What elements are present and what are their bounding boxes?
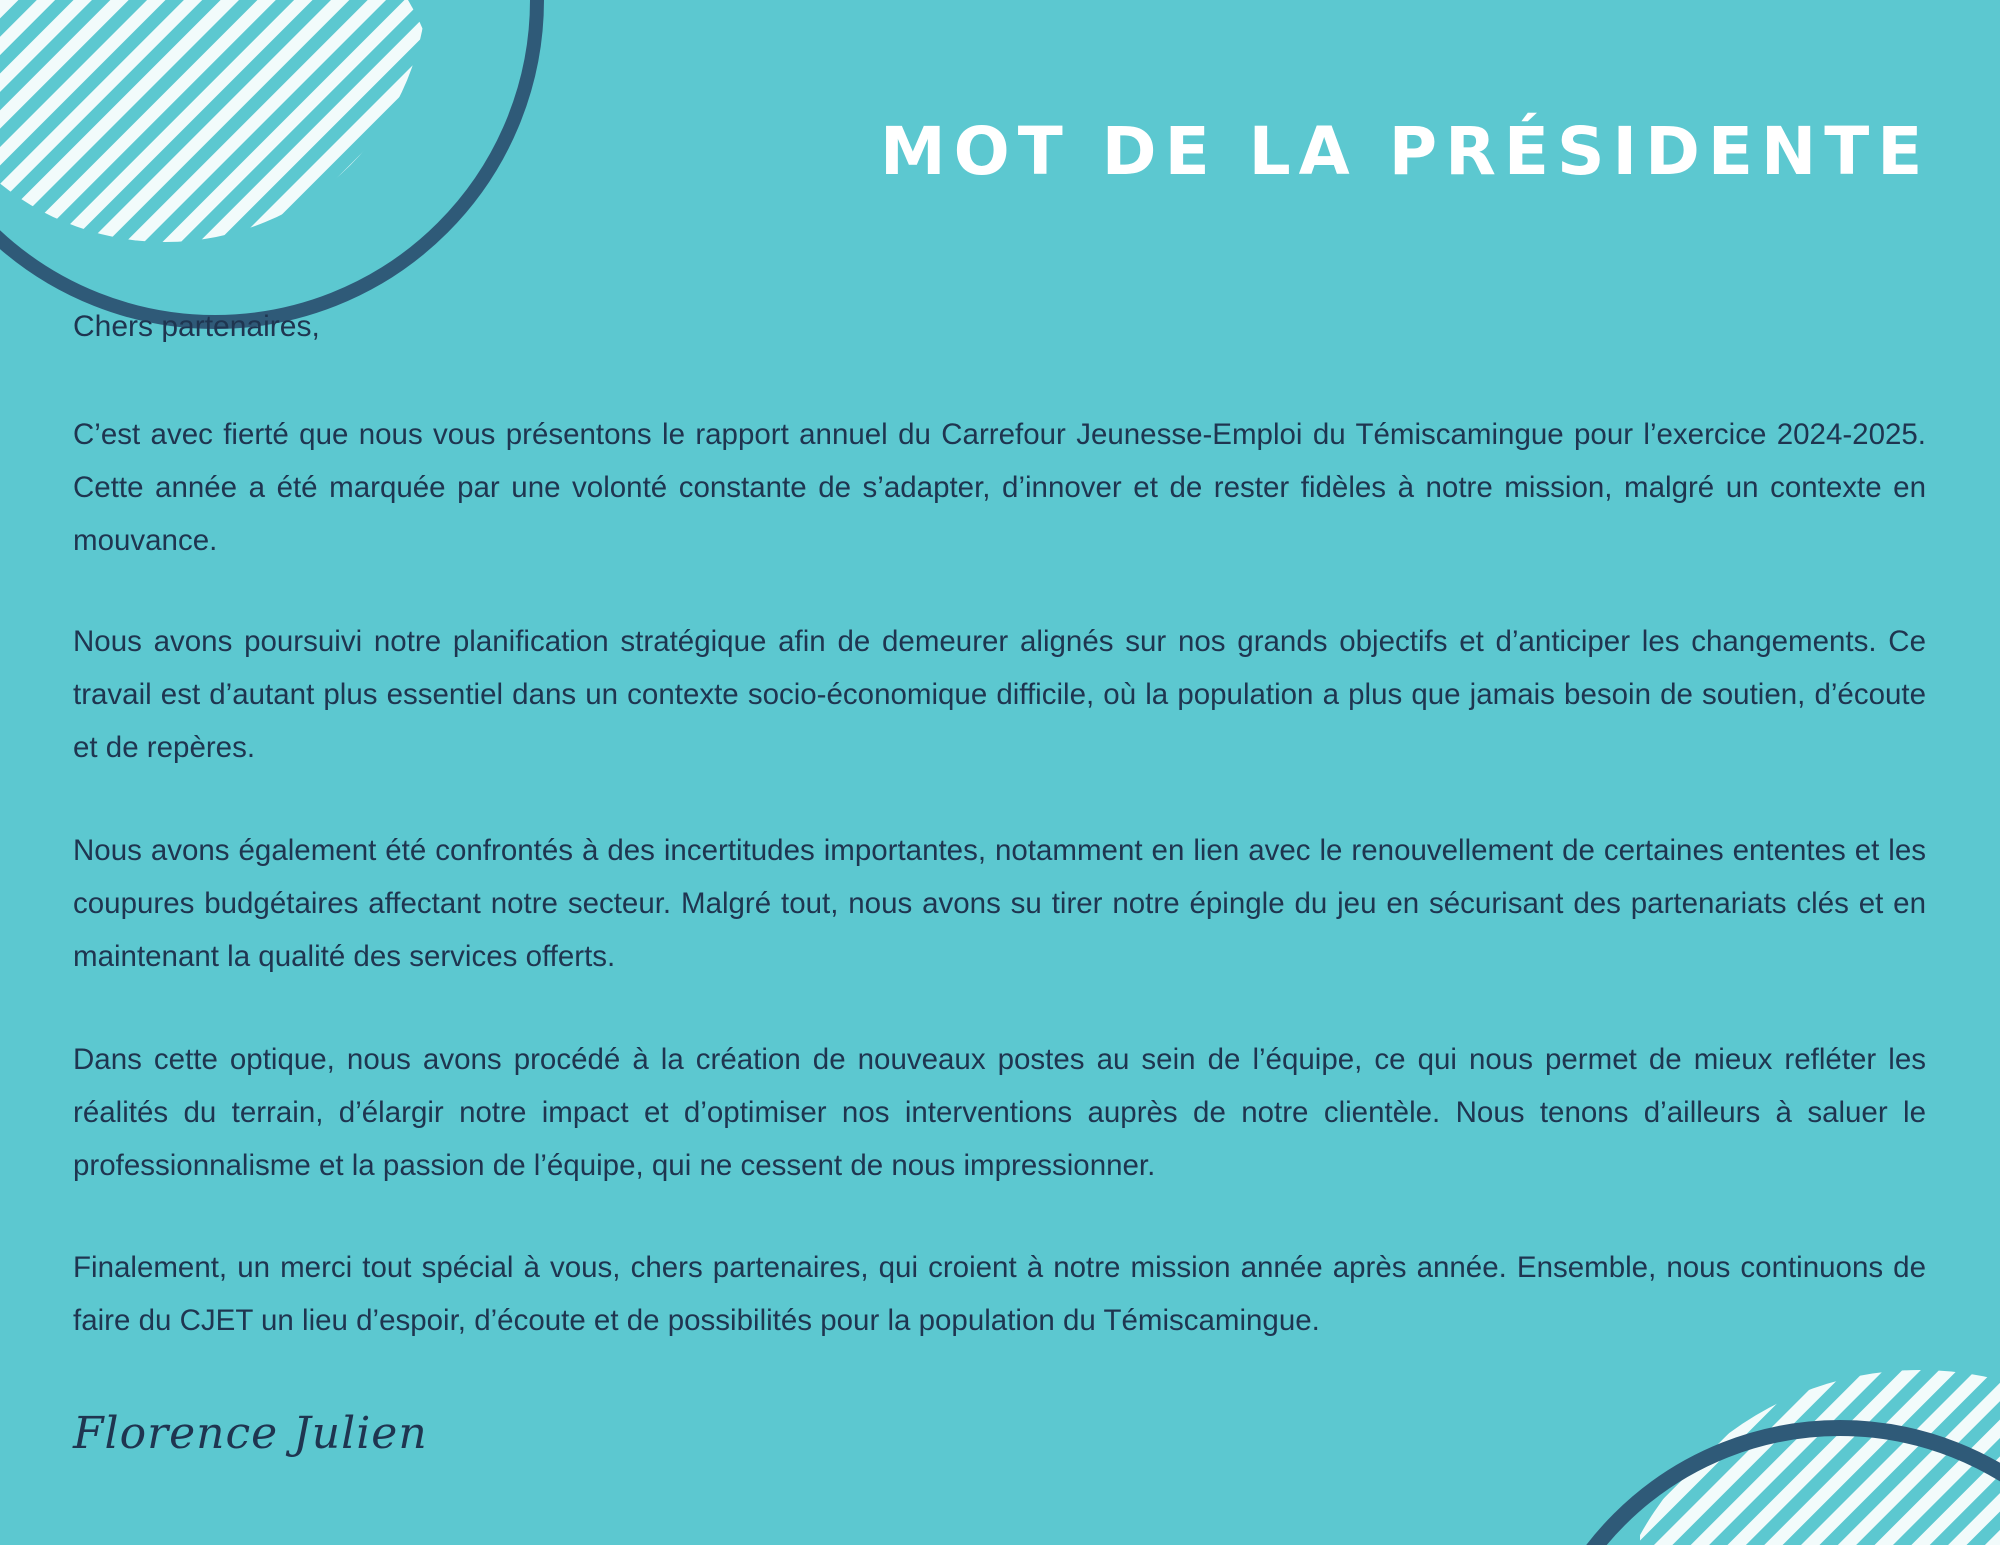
paragraph: Dans cette optique, nous avons procédé à la création de nouveaux postes au sein de l’équipe, ce qui nous permet de mieux refléter les réalités du terrain, d’élargir notre impact et d’optimiser nos interventions auprès de notre clientèle. Nous tenons d’ailleurs à saluer le professionnalisme et la passion de l’équipe, qui ne cessent de nous impressionner. xyxy=(73,1043,1926,1182)
top-left-stripe-circle xyxy=(0,0,427,242)
paragraph: Finalement, un merci tout spécial à vous, chers partenaires, qui croient à notre mission année après année. Ensemble, nous continuons de faire du CJET un lieu d’espoir, d’écoute et de possibilités pour la population du Témiscamingue. xyxy=(73,1251,1926,1337)
greeting: Chers partenaires, xyxy=(73,310,320,343)
page-title: MOT DE LA PRÉSIDENTE xyxy=(880,113,1931,190)
paragraph: C’est avec fierté que nous vous présentons le rapport annuel du Carrefour Jeunesse-Emploi du Témiscamingue pour l’exercice 2024-2025. Cette année a été marquée par une volonté constante de s’adapter, d’innover et de rester fidèles à notre mission, malgré un contexte en mouvance. xyxy=(73,418,1926,557)
bottom-right-stripe-circle xyxy=(1600,1370,2000,1545)
paragraph: Nous avons également été confrontés à des incertitudes importantes, notamment en lien avec le renouvellement de certaines ententes et les coupures budgétaires affectant notre secteur. Malgré tout, nous avons su tirer notre épingle du jeu en sécurisant des partenariats clés et en maintenant la qualité des services offerts. xyxy=(73,834,1926,973)
paragraph: Nous avons poursuivi notre planification stratégique afin de demeurer alignés sur nos grands objectifs et d’anticiper les changements. Ce travail est d’autant plus essentiel dans un contexte socio-économique difficile, où la population a plus que jamais besoin de soutien, d’écoute et de repères. xyxy=(73,625,1926,764)
signature: Florence Julien xyxy=(73,1408,428,1459)
